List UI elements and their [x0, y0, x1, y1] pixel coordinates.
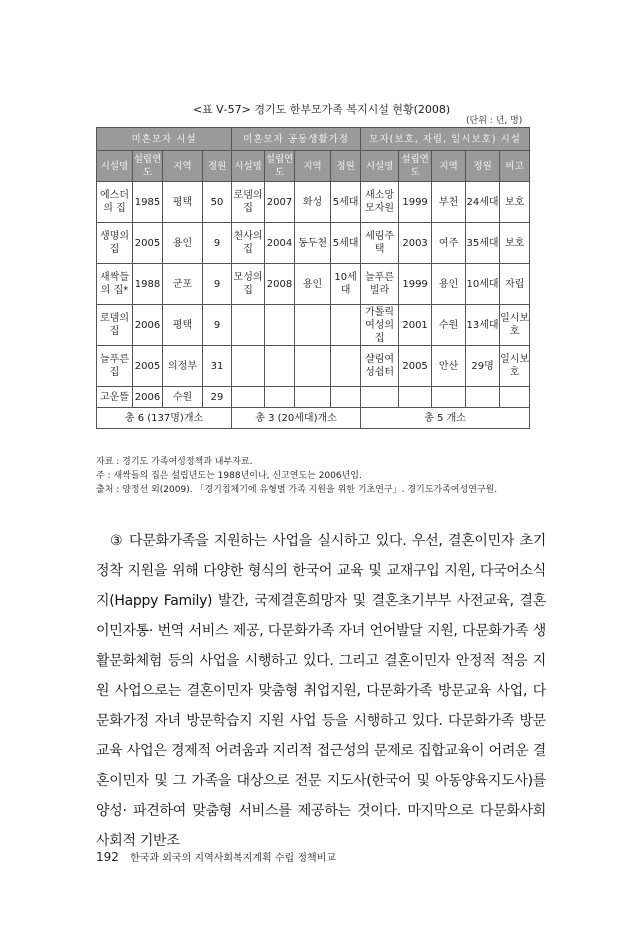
table-cell: 수원	[163, 387, 203, 408]
table-cell: 2007	[265, 182, 295, 223]
table-row	[97, 264, 530, 305]
column-header: 정원	[331, 151, 361, 182]
column-header: 시설명	[361, 151, 399, 182]
table-cell: 늘푸른빌라	[361, 264, 399, 305]
table-cell: 1999	[399, 264, 432, 305]
table-cell: 가톨릭여성의집	[361, 305, 399, 346]
table-cell	[331, 387, 361, 408]
table-cell: 1999	[399, 182, 432, 223]
table-cell: 생명의집	[97, 223, 133, 264]
note-line: 주 : 새싹들의 집은 설립년도는 1988년이나, 신고연도는 2006년임.	[96, 471, 362, 481]
column-header: 정원	[203, 151, 232, 182]
column-header: 지역	[163, 151, 203, 182]
table-cell: 9	[203, 264, 232, 305]
table-cell: 용인	[432, 264, 466, 305]
column-header: 정원	[466, 151, 500, 182]
body-paragraph	[96, 526, 546, 856]
table-cell: 2005	[133, 223, 163, 264]
table-cell: 2008	[265, 264, 295, 305]
column-header: 시설명	[232, 151, 265, 182]
table-cell	[399, 387, 432, 408]
table-cell: 2003	[399, 223, 432, 264]
table-cell: 2006	[133, 387, 163, 408]
table-cell: 평택	[163, 182, 203, 223]
table-cell: 2001	[399, 305, 432, 346]
group-header: 미혼모자 공동생활가정	[232, 128, 361, 151]
table-cell: 로뎀의집	[232, 182, 265, 223]
table-cell: 로뎀의집	[97, 305, 133, 346]
table-cell: 고운뜰	[97, 387, 133, 408]
table-cell: 50	[203, 182, 232, 223]
table-cell: 용인	[163, 223, 203, 264]
table-cell: 화성	[295, 182, 331, 223]
table-cell	[432, 387, 466, 408]
table-cell: 안산	[432, 346, 466, 387]
table-notes	[96, 455, 546, 497]
table-cell: 일시보호	[500, 346, 530, 387]
table-cell: 자립	[500, 264, 530, 305]
table-cell	[295, 305, 331, 346]
table-cell	[295, 387, 331, 408]
column-header: 설립연도	[133, 151, 163, 182]
table-cell: 5세대	[331, 223, 361, 264]
table-cell	[331, 305, 361, 346]
table-cell: 모성의집	[232, 264, 265, 305]
table-cell: 35세대	[466, 223, 500, 264]
column-header: 설립연도	[265, 151, 295, 182]
facility-table	[96, 127, 530, 429]
table-cell: 에스더의 집	[97, 182, 133, 223]
table-cell: 31	[203, 346, 232, 387]
table-cell: 용인	[295, 264, 331, 305]
paragraph-text: ③ 다문화가족을 지원하는 사업을 실시하고 있다. 우선, 결혼이민자 초기정착 지원을 위해 다양한 형식의 한국어 교육 및 교재구입 지원, 다국어소식지(Happy Family) 발간, 국제결혼희망자 및 결혼초기부부 사전교육, 결혼이민자통· 번역 서비스 제공, 다문화가족 자녀 언어발달 지원, 다문화가족 생활문화체험 등의 사업을 시행하고 있다. 그리고 결혼이민자 안정적 적응 지원 사업으로는 결혼이민자 맞춤형 취업지원, 다문화가족 방문교육 사업, 다문화가정 자녀 방문학습지 지원 사업 등을 시행하고 있다. 다문화가족 방문교육 사업은 경제적 어려움과 지리적 접근성의 문제로 집합교육이 어려운 결혼이민자 및 그 가족을 대상으로 전문 지도사(한국어 및 아동양육지도사)를 양성· 파견하여 맞춤형 서비스를 제공하는 것이다. 마지막으로 다문화사회 사회적 기반조	[96, 533, 546, 849]
table-cell	[232, 305, 265, 346]
note-line: 자료 : 경기도 가족여성정책과 내부자료.	[96, 457, 253, 467]
table-cell: 평택	[163, 305, 203, 346]
table-body	[97, 182, 530, 408]
table-cell: 10세대	[466, 264, 500, 305]
column-header: 지역	[295, 151, 331, 182]
table-cell: 5세대	[331, 182, 361, 223]
table-cell: 세림주택	[361, 223, 399, 264]
table-row	[97, 387, 530, 408]
table-cell: 부천	[432, 182, 466, 223]
table-cell: 24세대	[466, 182, 500, 223]
table-cell: 일시보호	[500, 305, 530, 346]
table-cell	[265, 305, 295, 346]
table-cell: 동두천	[295, 223, 331, 264]
table-cell: 2006	[133, 305, 163, 346]
totals-row	[97, 408, 530, 429]
table-row	[97, 182, 530, 223]
total-cell: 총 6 (137명)개소	[97, 408, 232, 429]
table-cell: 1988	[133, 264, 163, 305]
column-header: 시설명	[97, 151, 133, 182]
table-cell: 13세대	[466, 305, 500, 346]
column-header: 비고	[500, 151, 530, 182]
table-cell: 2005	[399, 346, 432, 387]
table-cell: 29	[203, 387, 232, 408]
table-cell: 2004	[265, 223, 295, 264]
column-header-row	[97, 151, 530, 182]
table-cell: 수원	[432, 305, 466, 346]
note-line: 출처 : 양정선 외(2009). 「경기침체기에 유형별 가족 지원을 위한 기초연구」. 경기도가족여성연구원.	[96, 485, 498, 495]
group-header: 모자(보호, 자립, 일시보호) 시설	[361, 128, 530, 151]
table-cell: 늘푸른집	[97, 346, 133, 387]
table-cell: 샬림여성쉼터	[361, 346, 399, 387]
page-footer	[96, 849, 336, 864]
total-cell: 총 5 개소	[361, 408, 530, 429]
table-cell: 10세대	[331, 264, 361, 305]
table-cell: 2005	[133, 346, 163, 387]
footer-title: 한국과 외국의 지역사회복지계획 수립 정책비교	[130, 853, 337, 864]
table-row	[97, 305, 530, 346]
table-cell: 여주	[432, 223, 466, 264]
table-cell	[265, 346, 295, 387]
page-number: 192	[96, 850, 119, 864]
table-caption: <표 Ⅴ-57> 경기도 한부모가족 복지시설 현황(2008)	[192, 103, 451, 116]
table-cell: 새싹들의 집*	[97, 264, 133, 305]
group-header: 미혼모자 시설	[97, 128, 232, 151]
table-cell: 9	[203, 223, 232, 264]
unit-label: (단위 : 년, 명)	[466, 116, 523, 126]
table-cell: 의정부	[163, 346, 203, 387]
table-cell: 보호	[500, 182, 530, 223]
table-cell: 천사의집	[232, 223, 265, 264]
table-row	[97, 223, 530, 264]
table-row	[97, 346, 530, 387]
table-cell	[265, 387, 295, 408]
table-cell: 보호	[500, 223, 530, 264]
table-cell	[466, 387, 500, 408]
table-cell	[361, 387, 399, 408]
table-cell: 새소망모자원	[361, 182, 399, 223]
table-cell: 9	[203, 305, 232, 346]
table-cell: 29명	[466, 346, 500, 387]
table-cell: 1985	[133, 182, 163, 223]
table-cell	[232, 346, 265, 387]
column-header: 설립연도	[399, 151, 432, 182]
table-cell	[500, 387, 530, 408]
table-cell	[232, 387, 265, 408]
table-cell	[331, 346, 361, 387]
total-cell: 총 3 (20세대)개소	[232, 408, 361, 429]
column-header: 지역	[432, 151, 466, 182]
table-cell	[295, 346, 331, 387]
table-cell: 군포	[163, 264, 203, 305]
